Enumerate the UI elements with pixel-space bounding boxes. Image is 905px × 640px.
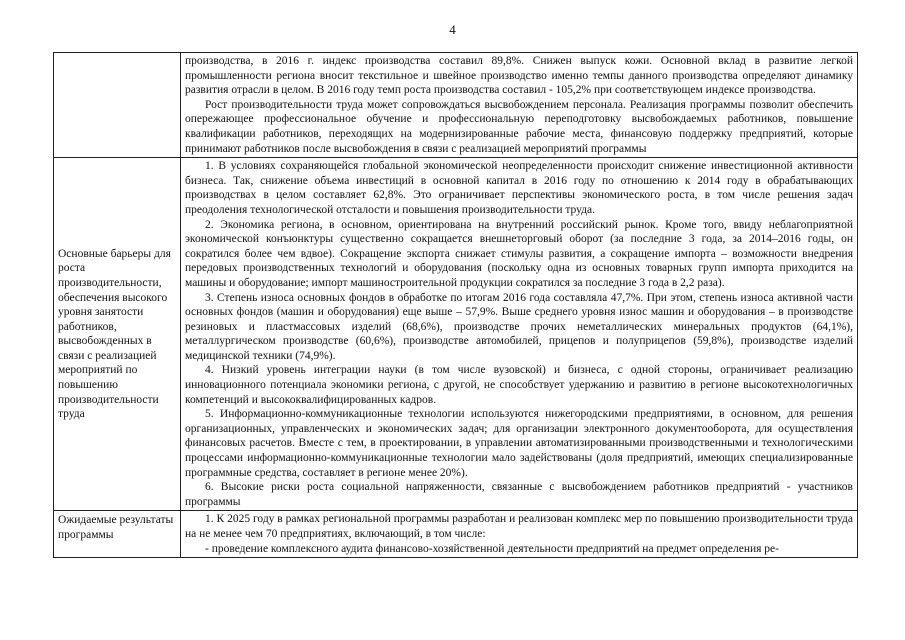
page-number: 4 xyxy=(449,22,456,37)
paragraph: производства, в 2016 г. индекс производства составил 89,8%. Снижен выпуск кожи. Основной вклад в развитие легкой промышленности региона вносит текстильное и швейное производство именно темпы данного производства определяют динамику развития отрасли в целом. В 2016 году темп роста производства составил - 105,2% при соответствующем индексе производства. xyxy=(185,55,853,97)
paragraph: Рост производительности труда может сопровождаться высвобождением персонала. Реализация программы позволит обеспечить опережающее профессиональное обучение и профессиональную переподготовку высвобождаемых работников, повышение квалификации работников, переходящих на модернизированные рабочие места, финансовую поддержку предприятий, которые принимают работников после высвобождения в связи с реализацией мероприятий программы xyxy=(185,98,853,155)
paragraph: 1. К 2025 году в рамках региональной программы разработан и реализован комплекс мер по повышению производительности труда на не менее чем 70 предприятиях, включающий, в том числе: xyxy=(185,513,853,540)
paragraph: 6. Высокие риски роста социальной напряженности, связанные с высвобождением работников предприятий - участников программы xyxy=(185,481,853,508)
row-content xyxy=(181,53,858,158)
row-label: Основные барьеры для роста производительности, обеспечения высокого уровня занятости работников, высвобожденных в связи с реализацией мероприятий по повышению производительности труда xyxy=(54,158,181,511)
paragraph: 5. Информационно-коммуникационные технологии используются нижегородскими предприятиями, в основном, для решения организационных, управленческих и экономических задач; для организации электронного документооборота, для осуществления финансовых расчетов. Вместе с тем, в проектировании, в управлении автоматизированными производственными и технологическими процессами информационно-коммуникационные технологии мало задействованы (доля предприятий, имеющих специализированные программные средства, составляет в регионе менее 20%). xyxy=(185,408,853,479)
row-content xyxy=(181,158,858,511)
table-row xyxy=(54,158,858,511)
row-label: Ожидаемые результаты программы xyxy=(54,511,181,558)
paragraph: 2. Экономика региона, в основном, ориентирована на внутренний российский рынок. Кроме того, ввиду неблагоприятной экономической конъюнктуры существенно сокращается внешнеторговый оборот (за последние 3 года, за 2014–2016 годы, он сократился более чем вдвое). Сокращение экспорта снижает стимулы развития, а сокращение импорта – возможности внедрения передовых производственных технологий и оборудования (поскольку одна из основных товарных групп импорта приходится на машины и оборудование; импорт машиностроительной продукции сократился за последние 3 года в 2,2 раза). xyxy=(185,218,853,289)
paragraph: 4. Низкий уровень интеграции науки (в том числе вузовской) и бизнеса, с одной стороны, ограничивает реализацию инновационного потенциала экономики региона, с другой, не способствует удержанию и развитию в регионе высокотехнологичных компетенций и высококвалифицированных кадров. xyxy=(185,364,853,406)
table-row xyxy=(54,511,858,558)
row-content xyxy=(181,511,858,558)
row-label xyxy=(54,53,181,158)
paragraph: 3. Степень износа основных фондов в обработке по итогам 2016 года составляла 47,7%. При этом, степень износа активной части основных фондов (машин и оборудования) еще выше – 57,9%. Выше среднего уровня износ машин и оборудования – в производстве резиновых и пластмассовых изделий (68,6%), производстве прочих неметаллических минеральных продуктов (64,1%), металлургическом производстве (60,6%), производстве автомобилей, прицепов и полуприцепов (59,8%), производстве изделий медицинской техники (74,9%). xyxy=(185,291,853,362)
paragraph: 1. В условиях сохраняющейся глобальной экономической неопределенности происходит снижение инвестиционной активности бизнеса. Так, снижение объема инвестиций в основной капитал в 2016 году по отношению к 2014 году в обрабатывающих производствах в целом составляет 62,8%. Это ограничивает перспективы экономического роста, в том числе решения задач преодоления технологической отсталости и повышения производительности труда. xyxy=(185,160,853,216)
paragraph: - проведение комплексного аудита финансово-хозяйственной деятельности предприятий на предмет определения ре- xyxy=(205,542,779,555)
table-row xyxy=(54,53,858,158)
program-table xyxy=(53,52,858,558)
